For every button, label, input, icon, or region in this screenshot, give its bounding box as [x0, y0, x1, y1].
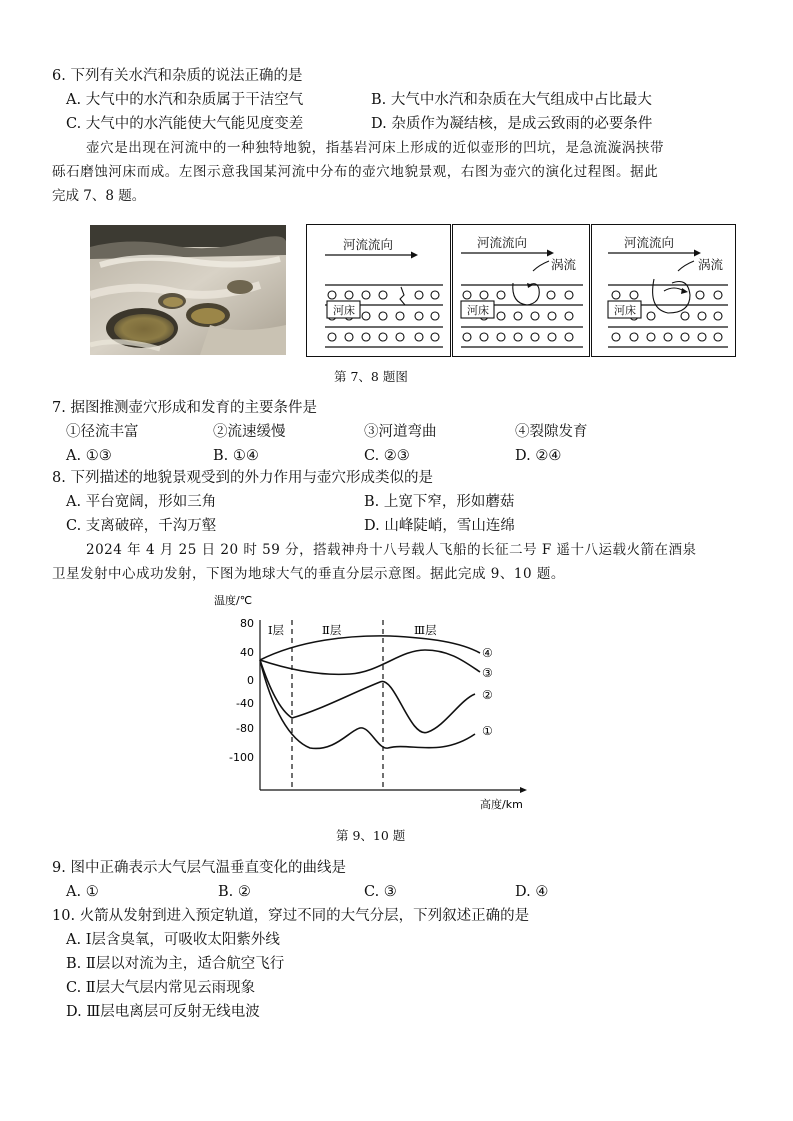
evolution-panel-2: [452, 224, 590, 357]
atmosphere-temperature-chart: [210, 590, 540, 820]
q8-option-b: B. 上宽下窄，形如蘑菇: [364, 494, 515, 510]
y-tick-label: 0: [247, 674, 254, 687]
q8-option-d: D. 山峰陡峭，雪山连绵: [364, 518, 515, 534]
vortex-label: 涡流: [698, 257, 724, 272]
q10-option-b: B. Ⅱ层以对流为主，适合航空飞行: [66, 956, 285, 972]
q7-condition-4: ④裂隙发育: [515, 424, 588, 440]
series-line: [260, 650, 480, 674]
evolution-panel-3: [591, 224, 736, 357]
intro-7-8-line-3: 完成 7、8 题。: [52, 188, 146, 204]
q10-option-d: D. Ⅲ层电离层可反射无线电波: [66, 1004, 260, 1020]
figure-7-8-caption: 第 7、8 题图: [334, 369, 408, 384]
q10-stem: 10. 火箭从发射到进入预定轨道，穿过不同的大气分层，下列叙述正确的是: [52, 908, 530, 924]
vortex-label: 涡流: [551, 257, 577, 272]
q9-option-b: B. ②: [218, 884, 251, 900]
series-line: [260, 636, 480, 660]
riverbed-label: 河床: [467, 304, 489, 317]
q6-option-d: D. 杂质作为凝结核，是成云致雨的必要条件: [371, 116, 653, 132]
q7-option-c: C. ②③: [364, 448, 410, 464]
q7-condition-3: ③河道弯曲: [364, 424, 437, 440]
q7-option-a: A. ①③: [66, 448, 112, 464]
flow-direction-label: 河流流向: [477, 235, 528, 250]
intro-7-8-line-2: 砾石磨蚀河床而成。左图示意我国某河流中分布的壶穴地貌景观，右图为壶穴的演化过程图。据此: [52, 164, 659, 180]
series-label: ③: [482, 666, 493, 680]
series-label: ④: [482, 646, 493, 660]
y-tick-label: 40: [240, 646, 254, 659]
q8-option-a: A. 平台宽阔，形如三角: [66, 494, 217, 510]
x-axis-arrow: [520, 787, 527, 793]
series-label: ①: [482, 724, 493, 738]
y-tick-label: -40: [236, 697, 254, 710]
q6-option-b: B. 大气中水汽和杂质在大气组成中占比最大: [371, 92, 652, 108]
y-tick-label: -80: [236, 722, 254, 735]
q9-option-d: D. ④: [515, 884, 549, 900]
layer-label: Ⅰ层: [268, 623, 285, 637]
q10-option-a: A. Ⅰ层含臭氧，可吸收太阳紫外线: [66, 932, 280, 948]
y-tick-label: -100: [229, 751, 254, 764]
riverbed-label: 河床: [333, 304, 355, 317]
chart-xlabel: 高度/km: [480, 798, 523, 811]
series-label: ②: [482, 688, 493, 702]
layer-label: Ⅱ层: [322, 623, 342, 637]
intro-9-10-line-1: 2024 年 4 月 25 日 20 时 59 分，搭载神舟十八号载人飞船的长征二号 F 遥十八运载火箭在酒泉: [86, 542, 697, 558]
intro-7-8-line-1: 壶穴是出现在河流中的一种独特地貌，指基岩河床上形成的近似壶形的凹坑，是急流漩涡挟带: [86, 140, 665, 156]
riverbed-label: 河床: [614, 304, 636, 317]
q8-option-c: C. 支离破碎，千沟万壑: [66, 518, 217, 534]
evolution-panel-1: [306, 224, 451, 357]
q7-option-d: D. ②④: [515, 448, 562, 464]
y-tick-label: 80: [240, 617, 254, 630]
q7-stem: 7. 据图推测壶穴形成和发育的主要条件是: [52, 400, 317, 416]
intro-9-10-line-2: 卫星发射中心成功发射，下图为地球大气的垂直分层示意图。据此完成 9、10 题。: [52, 566, 565, 582]
layer-label: Ⅲ层: [414, 623, 437, 637]
flow-direction-label: 河流流向: [343, 237, 394, 252]
figure-9-10-caption: 第 9、10 题: [336, 828, 406, 843]
q7-option-b: B. ①④: [213, 448, 259, 464]
q6-stem: 6. 下列有关水汽和杂质的说法正确的是: [52, 68, 303, 84]
q6-option-a: A. 大气中的水汽和杂质属于干洁空气: [66, 92, 304, 108]
q9-stem: 9. 图中正确表示大气层气温垂直变化的曲线是: [52, 860, 346, 876]
flow-direction-label: 河流流向: [624, 235, 675, 250]
q8-stem: 8. 下列描述的地貌景观受到的外力作用与壶穴形成类似的是: [52, 470, 433, 486]
q9-option-c: C. ③: [364, 884, 397, 900]
q7-condition-1: ①径流丰富: [66, 424, 139, 440]
chart-ylabel: 温度/℃: [214, 594, 253, 607]
q9-option-a: A. ①: [66, 884, 99, 900]
q6-option-c: C. 大气中的水汽能使大气能见度变差: [66, 116, 304, 132]
q10-option-c: C. Ⅱ层大气层内常见云雨现象: [66, 980, 256, 996]
pothole-photo: [90, 225, 286, 355]
q7-condition-2: ②流速缓慢: [213, 424, 286, 440]
